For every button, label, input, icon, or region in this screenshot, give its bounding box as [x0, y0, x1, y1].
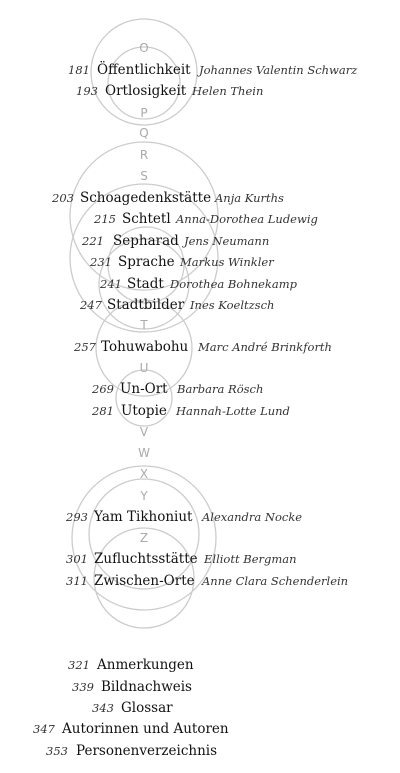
page-number: 203: [52, 191, 74, 205]
entry-title: Stadt: [127, 276, 164, 292]
entry-author: Anna-Dorothea Ludewig: [176, 212, 318, 226]
entry-author: Hannah-Lotte Lund: [176, 404, 290, 418]
entry-title: Un-Ort: [120, 381, 168, 397]
toc-entry[interactable]: [30, 339, 395, 355]
toc-entry[interactable]: [40, 297, 395, 313]
page-number: 181: [68, 63, 90, 77]
toc-entry[interactable]: [20, 551, 395, 567]
appendix-entry[interactable]: [20, 700, 320, 716]
entry-author: Dorothea Bohnekamp: [170, 277, 297, 291]
entry-author: Helen Thein: [192, 84, 264, 98]
entry-title: Stadtbilder: [107, 297, 185, 313]
page-number: 321: [68, 658, 90, 672]
entry-title: Zwischen-Orte: [94, 573, 195, 589]
toc-entry[interactable]: [10, 190, 390, 206]
toc-entry[interactable]: [40, 233, 395, 249]
entry-title: Yam Tikhoniut: [94, 509, 193, 525]
entry-title: Tohuwabohu: [101, 339, 189, 355]
letter-s: S: [140, 169, 148, 183]
page-number: 281: [92, 404, 114, 418]
letter-q: Q: [139, 126, 149, 140]
page-number: 269: [92, 382, 114, 396]
page-number: 353: [46, 744, 68, 758]
page-number: 339: [72, 680, 94, 694]
entry-author: Johannes Valentin Schwarz: [199, 63, 358, 77]
letter-o: O: [139, 41, 149, 55]
letter-r: R: [139, 148, 149, 162]
page-number: 347: [33, 722, 55, 736]
entry-author: Marc André Brinkforth: [198, 340, 332, 354]
page-number: 301: [66, 552, 88, 566]
page-number: 247: [80, 298, 102, 312]
toc-entry[interactable]: [40, 276, 395, 292]
appendix-entry[interactable]: [20, 679, 320, 695]
entry-title: Sepharad: [113, 233, 179, 249]
entry-title: Ortlosigkeit: [105, 83, 187, 99]
page-number: 215: [94, 212, 116, 226]
entry-title: Utopie: [121, 403, 167, 419]
letter-y: Y: [140, 489, 148, 503]
appendix-entry[interactable]: [0, 721, 320, 737]
entry-author: Elliott Bergman: [204, 552, 297, 566]
toc-entry[interactable]: [28, 62, 398, 78]
entry-title: Schoagedenkstätte: [80, 190, 212, 206]
toc-entry[interactable]: [40, 211, 395, 227]
letter-w: W: [138, 446, 150, 460]
letter-p: P: [140, 106, 148, 120]
toc-entry[interactable]: [50, 381, 395, 397]
appendix-entry[interactable]: [10, 743, 320, 759]
entry-title: Autorinnen und Autoren: [62, 721, 229, 737]
letter-t: T: [140, 318, 148, 332]
entry-title: Schtetl: [122, 211, 171, 227]
letter-z: Z: [139, 531, 149, 545]
letter-x: X: [139, 467, 149, 481]
page-number: 241: [100, 277, 122, 291]
appendix-entry[interactable]: [20, 657, 320, 673]
entry-author: Anne Clara Schenderlein: [202, 574, 349, 588]
entry-title: Bildnachweis: [101, 679, 192, 695]
letter-u: U: [139, 361, 149, 375]
entry-title: Anmerkungen: [97, 657, 194, 673]
page-number: 193: [76, 84, 98, 98]
page-number: 311: [66, 574, 88, 588]
toc-entry[interactable]: [20, 573, 395, 589]
page-number: 343: [92, 701, 114, 715]
entry-author: Markus Winkler: [180, 255, 274, 269]
entry-title: Personenverzeichnis: [76, 743, 218, 759]
toc-entry[interactable]: [50, 403, 395, 419]
toc-entry[interactable]: [40, 254, 395, 270]
entry-author: Anja Kurths: [215, 191, 284, 205]
toc-entry[interactable]: [28, 83, 398, 99]
entry-title: Glossar: [121, 700, 173, 716]
page-number: 257: [74, 340, 96, 354]
page-number: 231: [90, 255, 112, 269]
entry-title: Sprache: [118, 254, 175, 270]
letter-v: V: [139, 425, 149, 439]
page-number: 293: [66, 510, 88, 524]
entry-author: Alexandra Nocke: [202, 510, 303, 524]
page-number: 221: [82, 234, 104, 248]
entry-title: Öffentlichkeit: [97, 62, 191, 78]
entry-author: Ines Koeltzsch: [190, 298, 275, 312]
entry-title: Zufluchtsstätte: [94, 551, 198, 567]
entry-author: Jens Neumann: [184, 234, 270, 248]
toc-entry[interactable]: [20, 509, 395, 525]
entry-author: Barbara Rösch: [177, 382, 264, 396]
